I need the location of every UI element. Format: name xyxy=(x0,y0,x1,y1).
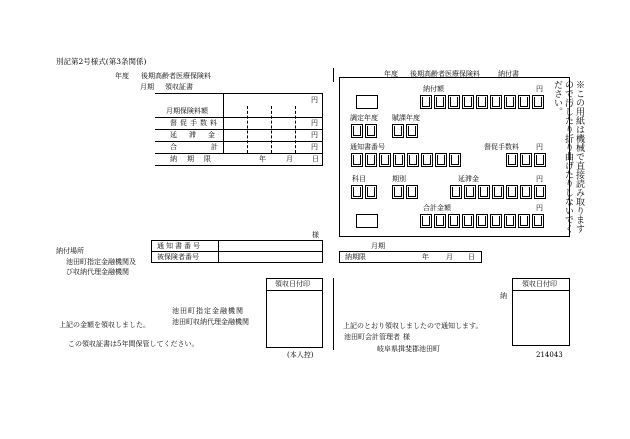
top-marker-square xyxy=(356,95,378,109)
receipt-row-total: 合計 xyxy=(170,143,252,151)
notice-fee-yen: 円 xyxy=(536,143,543,151)
notice-town: 岐阜県揖斐郡池田町 xyxy=(377,345,440,353)
receipt-stamp-box xyxy=(266,278,323,348)
notice-fee-label: 督促手数料 xyxy=(484,143,519,151)
receipt-row-fee: 督促手数料 xyxy=(170,119,220,127)
receipt-stamp-label: 領収日付印 xyxy=(275,280,310,288)
pay-place-title: 納付場所 xyxy=(56,247,84,255)
receipt-due-month: 月 xyxy=(286,155,293,163)
item-label: 科目 xyxy=(352,175,366,183)
notice-insurance-name: 後期高齢者医療保険料 xyxy=(410,70,480,78)
notice-due-label: 納期限 xyxy=(345,253,366,261)
notice-month-label: 月期 xyxy=(371,242,385,250)
assess-year-cell-1 xyxy=(351,124,363,138)
receipt-yen-2: 円 xyxy=(311,119,318,127)
levy-year-cell-2 xyxy=(406,124,418,138)
notice-year-label: 年度 xyxy=(384,70,398,78)
receipt-month-label: 月期 xyxy=(140,83,154,91)
receipt-notice-no-label: 通知書番号 xyxy=(157,242,202,250)
period-cell-1 xyxy=(392,185,404,199)
receipt-yen-1: 円 xyxy=(311,96,318,104)
receipt-insured-no-label: 被保険者番号 xyxy=(157,253,199,261)
notice-due-day: 日 xyxy=(468,253,475,261)
notice-code: 214043 xyxy=(536,351,563,359)
notice-no-label: 通知書番号 xyxy=(350,143,385,151)
receipt-yen-4: 円 xyxy=(311,143,318,151)
pay-place-line1: 池田町指定金融機関及 xyxy=(66,258,136,266)
section-divider-top xyxy=(333,68,334,82)
notice-doc-title: 納付書 xyxy=(498,70,519,78)
notice-notify-msg: 上記のとおり領収しましたので通知します。 xyxy=(343,322,483,330)
form-title: 別記第2号様式(第3条関係) xyxy=(56,57,147,66)
total-yen: 円 xyxy=(536,204,543,212)
receipt-self-copy: (本人控) xyxy=(287,351,314,359)
notice-amount-label: 納付額 xyxy=(423,85,444,93)
notice-nou: 納 xyxy=(500,292,507,300)
receipt-due-day: 日 xyxy=(312,155,319,163)
receipt-row-premium: 月期保険料額 xyxy=(166,107,208,115)
notice-treasurer: 池田町会計管理者 xyxy=(344,333,400,341)
receipt-insurance-name: 後期高齢者医療保険料 xyxy=(141,72,211,80)
late-fee-yen: 円 xyxy=(536,175,543,183)
assess-year-cell-2 xyxy=(365,124,377,138)
receipt-due-year: 年 xyxy=(259,155,266,163)
pay-place-line2: び収納代理金融機関 xyxy=(66,268,129,276)
period-cell-2 xyxy=(406,185,418,199)
receipt-bank-1: 池田町指定金融機関 xyxy=(172,307,244,315)
bottom-marker-square xyxy=(356,214,378,228)
notice-stamp-box xyxy=(512,278,570,346)
item-cell-2 xyxy=(365,185,377,199)
total-label: 合計金額 xyxy=(423,204,451,212)
receipt-row-late: 延滞金 xyxy=(170,131,227,139)
notice-treasurer-sama: 様 xyxy=(403,333,410,341)
assess-year-label: 調定年度 xyxy=(350,114,378,122)
receipt-keep-msg: この領収証書は5年間保管してください。 xyxy=(68,340,199,348)
notice-amount-yen: 円 xyxy=(536,85,543,93)
notice-due-year: 年 xyxy=(422,253,429,261)
receipt-received-msg: 上記の金額を領収しました。 xyxy=(59,321,150,329)
machine-read-notice: ※この用紙は機械で直接読み取りますので汚したり折り曲げたりしないでください。 xyxy=(552,80,584,233)
period-label: 期別 xyxy=(392,175,406,183)
notice-due-month: 月 xyxy=(446,253,453,261)
receipt-bank-2: 池田町収納代理金融機関 xyxy=(172,318,249,326)
receipt-yen-3: 円 xyxy=(311,131,318,139)
receipt-year-label: 年度 xyxy=(115,72,129,80)
notice-stamp-label: 領収日付印 xyxy=(522,280,557,288)
receipt-row-due: 納期限 xyxy=(170,155,221,163)
levy-year-label: 賦課年度 xyxy=(392,114,420,122)
late-fee-label: 延滞金 xyxy=(458,175,479,183)
item-cell-1 xyxy=(351,185,363,199)
section-divider-bottom xyxy=(333,278,334,350)
receipt-doc-title: 領収証書 xyxy=(165,83,193,91)
levy-year-cell-1 xyxy=(392,124,404,138)
receipt-sama: 様 xyxy=(312,231,319,239)
